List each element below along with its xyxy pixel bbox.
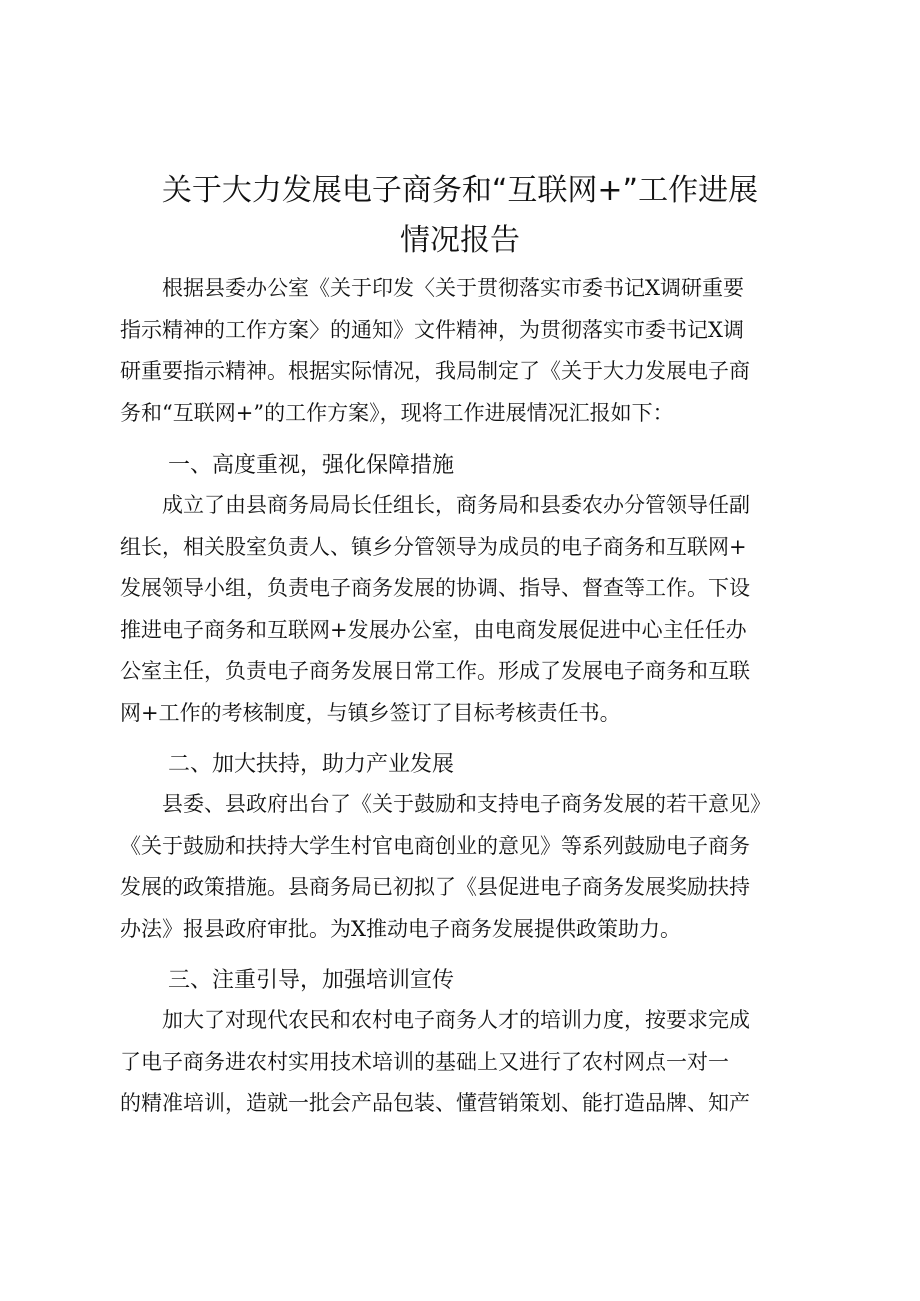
- intro-line: 研重要指示精神。根据实际情况，我局制定了《关于大力发展电子商: [120, 359, 750, 383]
- intro-line: 根据县委办公室《关于印发〈关于贯彻落实市委书记X调研重要: [120, 276, 744, 300]
- section-2-line: 县委、县政府出台了《关于鼓励和支持电子商务发展的若干意见》: [120, 792, 771, 816]
- section-2-line: 《关于鼓励和扶持大学生村官电商创业的意见》等系列鼓励电子商务: [120, 833, 750, 858]
- section-1-line: 成立了由县商务局局长任组长，商务局和县委农办分管领导任副: [120, 493, 750, 517]
- section-2-paragraph: [120, 784, 820, 950]
- document-title-line-2: 情况报告: [400, 223, 520, 258]
- section-1-line: 组长，相关股室负责人、镇乡分管领导为成员的电子商务和互联网+: [120, 534, 747, 559]
- section-2-heading: 二、加大扶持，助力产业发展: [168, 752, 455, 777]
- section-3-line: 的精准培训，造就一批会产品包装、懂营销策划、能打造品牌、知产: [120, 1091, 750, 1115]
- section-1-paragraph: [120, 485, 820, 734]
- section-3-paragraph: [120, 1000, 820, 1125]
- section-1-line: 网+工作的考核制度，与镇乡签订了目标考核责任书。: [120, 700, 621, 725]
- section-1-line: 发展领导小组，负责电子商务发展的协调、指导、督查等工作。下设: [120, 576, 750, 600]
- section-1-line: 推进电子商务和互联网+发展办公室，由电商发展促进中心主任任办: [120, 617, 747, 642]
- intro-paragraph: [120, 268, 820, 434]
- intro-line: 务和“互联网+”的工作方案》，现将工作进展情况汇报如下：: [120, 400, 674, 425]
- section-2-line: 办法》报县政府审批。为X推动电子商务发展提供政策助力。: [120, 916, 681, 941]
- section-3-line: 了电子商务进农村实用技术培训的基础上又进行了农村网点一对一: [120, 1049, 729, 1074]
- section-1-heading: 一、高度重视，强化保障措施: [168, 453, 455, 478]
- section-1-line: 公室主任，负责电子商务发展日常工作。形成了发展电子商务和互联: [120, 659, 750, 683]
- section-3-line: 加大了对现代农民和农村电子商务人才的培训力度，按要求完成: [120, 1008, 750, 1032]
- intro-line: 指示精神的工作方案〉的通知》文件精神，为贯彻落实市委书记X调: [120, 317, 744, 342]
- section-2-line: 发展的政策措施。县商务局已初拟了《县促进电子商务发展奖励扶持: [120, 875, 750, 899]
- section-3-heading: 三、注重引导，加强培训宣传: [168, 968, 455, 993]
- document-title-line-1: 关于大力发展电子商务和“互联网+”工作进展: [161, 173, 759, 208]
